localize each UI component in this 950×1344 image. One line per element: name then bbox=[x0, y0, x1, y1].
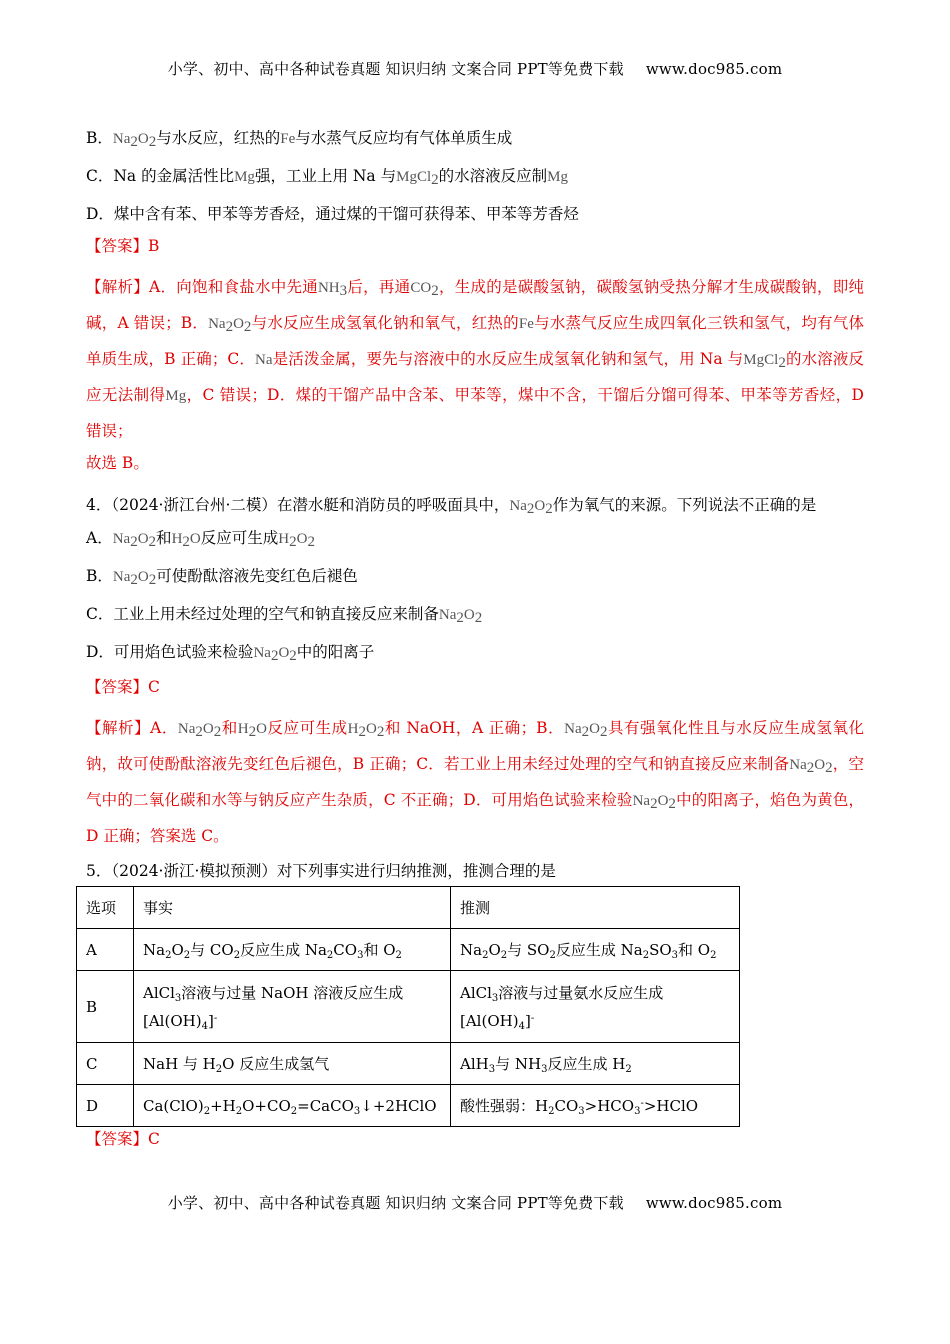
q3-answer: 【答案】B bbox=[86, 237, 160, 255]
fact-cell: NaH 与 $H_2O$ 反应生成氢气 bbox=[134, 1043, 451, 1085]
table-header-cell: 事实 bbox=[134, 887, 451, 929]
option-cell: A bbox=[77, 929, 134, 971]
table-header-row bbox=[77, 887, 740, 929]
guess-cell: $Na_2O_2$与 $SO_2$反应生成 $Na_2SO_3$和 $O_2$ bbox=[451, 929, 740, 971]
document-body bbox=[86, 128, 864, 1149]
q5-table bbox=[76, 886, 740, 1127]
table-row bbox=[77, 1085, 740, 1127]
table-row bbox=[77, 971, 740, 1043]
guess-cell: 酸性强弱：$H_2CO_3>HCO_3^->HClO$ bbox=[451, 1085, 740, 1127]
q3-option-c: C．Na 的金属活性比Mg强，工业上用 Na 与MgCl$_2$的水溶液反应制Mg bbox=[86, 167, 568, 188]
guess-cell: AlCl$_3$溶液与过量氨水反应生成 $[Al(OH)_4]^-$ bbox=[451, 971, 740, 1043]
q3-option-b: B．$Na_2O_2$与水反应，红热的Fe与水蒸气反应均有气体单质生成 bbox=[86, 129, 513, 150]
q4-option-b: B．$Na_2O_2$可使酚酞溶液先变红色后褪色 bbox=[86, 567, 358, 588]
fact-cell: $Na_2O_2$与 $CO_2$反应生成 $Na_2CO_3$和 $O_2$ bbox=[134, 929, 451, 971]
q5-answer: 【答案】C bbox=[86, 1130, 160, 1148]
q4-answer: 【答案】C bbox=[86, 678, 160, 696]
header-text: 小学、初中、高中各种试卷真题 知识归纳 文案合同 PPT等免费下载 bbox=[167, 60, 624, 78]
option-cell: C bbox=[77, 1043, 134, 1085]
guess-cell: AlH$_3$与 $NH_3$反应生成 $H_2$ bbox=[451, 1043, 740, 1085]
q4-option-d: D．可用焰色试验来检验$Na_2O_2$中的阳离子 bbox=[86, 643, 375, 664]
option-cell: D bbox=[77, 1085, 134, 1127]
option-cell: B bbox=[77, 971, 134, 1043]
table-header-cell: 选项 bbox=[77, 887, 134, 929]
q4-option-c: C．工业上用未经过处理的空气和钠直接反应来制备$Na_2O_2$ bbox=[86, 605, 483, 626]
fact-cell: $Ca(ClO)_2+H_2O+CO_2=CaCO_3↓+2HClO$ bbox=[134, 1085, 451, 1127]
q4-explanation: 【解析】A．$Na_2O_2$和$H_2O$反应可生成$H_2O_2$和 NaOH，A 正确；B．$Na_2O_2$具有强氧化性且与水反应生成氢氧化钠，故可使酚酞溶液先变红色后褪色，B 正确；C．若工业上用未经过处理的空气和钠直接反应来制备$Na_2O_2$，空气中的二氧化碳和水等与钠反应产生杂质，C 不正确；D．可用焰色试验来检验$Na_2O_2$中的阳离子，焰色为黄色，D 正确；答案选 C。 bbox=[86, 719, 864, 845]
page-footer bbox=[0, 1192, 950, 1213]
header-url[interactable]: www.doc985.com bbox=[645, 60, 783, 78]
q3-explanation: 【解析】A．向饱和食盐水中先通$NH_3$后，再通$CO_2$，生成的是碳酸氢钠，碳酸氢钠受热分解才生成碳酸钠，即纯碱，A 错误；B．$Na_2O_2$与水反应生成氢氧化钠和氧气，红热的Fe与水蒸气反应生成四氧化三铁和氢气，均有气体单质生成，B 正确；C．Na是活泼金属，要先与溶液中的水反应生成氢氧化钠和氢气，用 Na 与MgCl$_2$的水溶液反应无法制得Mg，C 错误；D．煤的干馏产品中含苯、甲苯等，煤中不含，干馏后分馏可得苯、甲苯等芳香烃，D 错误； bbox=[86, 278, 864, 440]
footer-text: 小学、初中、高中各种试卷真题 知识归纳 文案合同 PPT等免费下载 bbox=[167, 1194, 624, 1212]
q3-option-d: D．煤中含有苯、甲苯等芳香烃，通过煤的干馏可获得苯、甲苯等芳香烃 bbox=[86, 205, 579, 223]
table-header-cell: 推测 bbox=[451, 887, 740, 929]
fact-cell: AlCl$_3$溶液与过量 NaOH 溶液反应生成 $[Al(OH)_4]^-$ bbox=[134, 971, 451, 1043]
q4-stem: 4．（2024·浙江台州·二模）在潜水艇和消防员的呼吸面具中，$Na_2O_2$作为氧气的来源。下列说法不正确的是 bbox=[86, 496, 817, 517]
q3-conclusion: 故选 B。 bbox=[86, 454, 149, 472]
table-row bbox=[77, 1043, 740, 1085]
table-row bbox=[77, 929, 740, 971]
footer-url[interactable]: www.doc985.com bbox=[645, 1194, 783, 1212]
q5-stem: 5．（2024·浙江·模拟预测）对下列事实进行归纳推测，推测合理的是 bbox=[86, 862, 556, 880]
q4-option-a: A．$Na_2O_2$和$H_2O$反应可生成$H_2O_2$ bbox=[86, 529, 315, 550]
page-header bbox=[0, 58, 950, 79]
